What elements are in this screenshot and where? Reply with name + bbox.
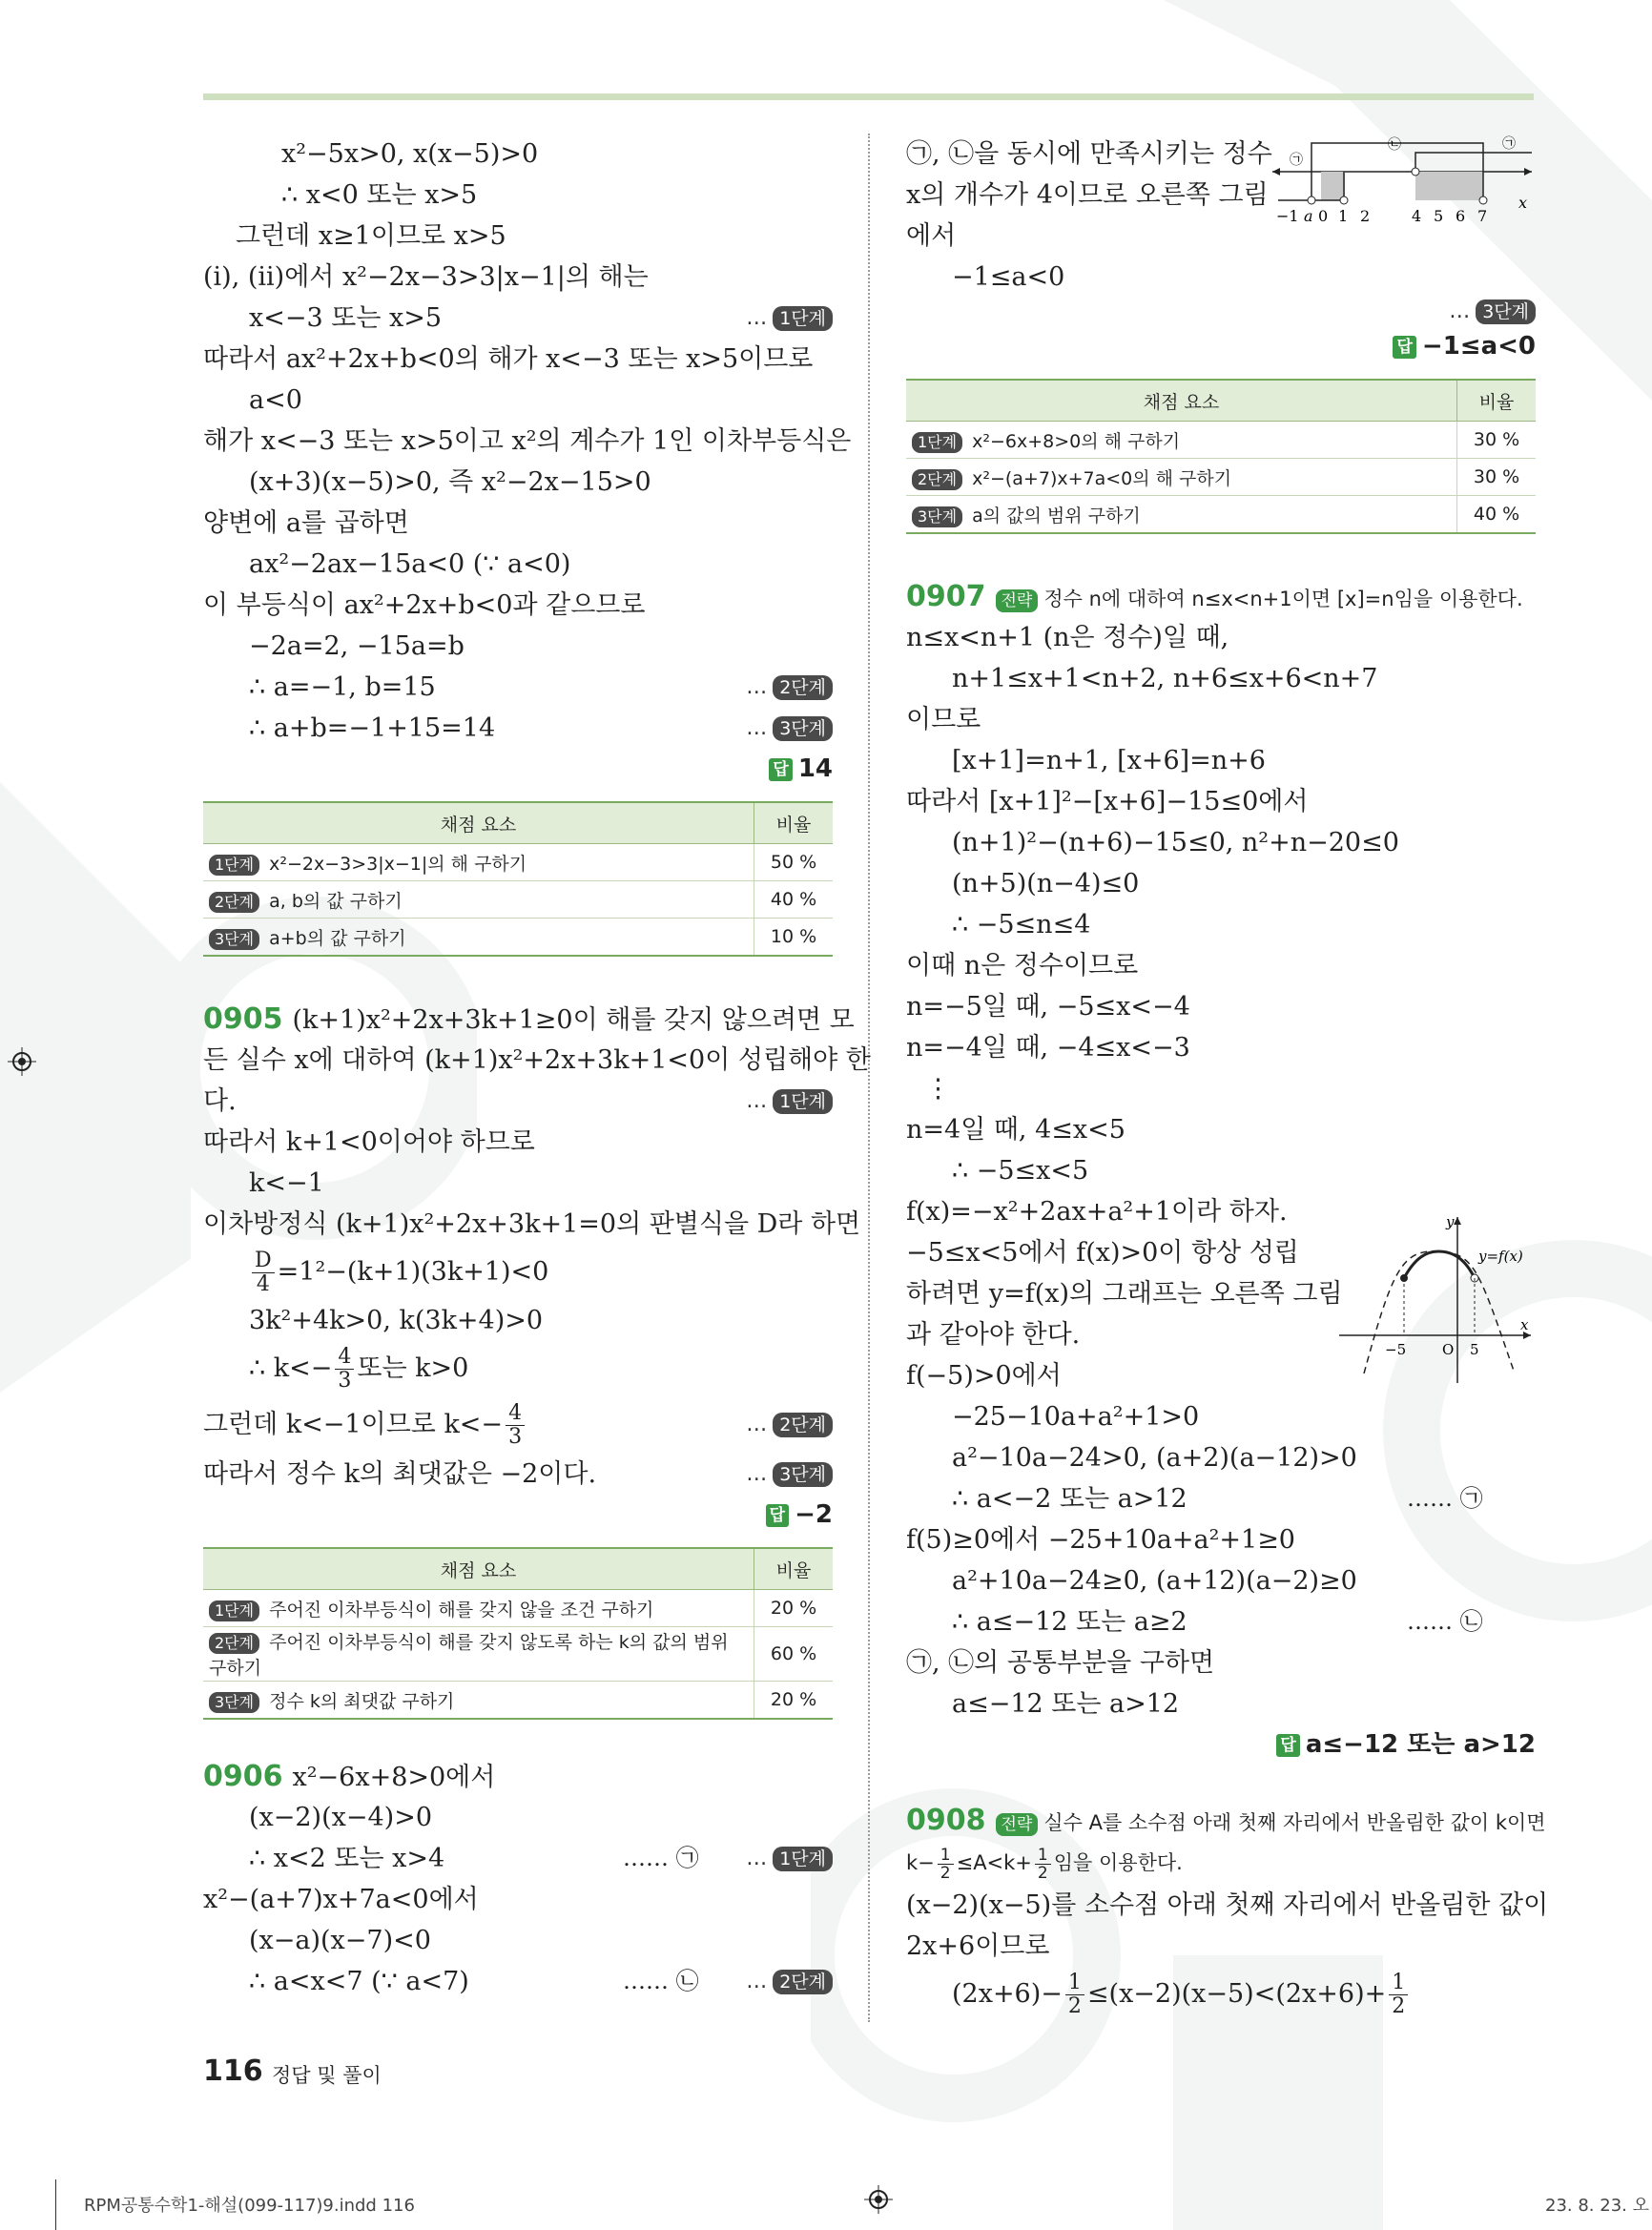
footer-file: RPM공통수학1-해설(099-117)9.indd 116 [84, 2196, 415, 2216]
svg-text:5: 5 [1470, 1341, 1479, 1358]
column-divider [868, 134, 870, 2022]
solution-line: 양변에 a를 곱하면 [203, 508, 409, 538]
table-row: 1단계 x²−6x+8>0의 해 구하기 30 % [906, 422, 1536, 459]
solution-line: 이 부등식이 ax²+2x+b<0과 같으므로 [203, 590, 646, 620]
footer-date: 23. 8. 23. 오 [1545, 2196, 1649, 2216]
parabola-graph [1335, 1211, 1536, 1388]
solution-line: n≤x<n+1 (n은 정수)일 때, [906, 623, 1229, 652]
svg-text:a: a [1304, 207, 1313, 225]
solution-line: a<0 [249, 385, 302, 415]
table-row: 1단계 주어진 이차부등식이 해를 갖지 않을 조건 구하기 20 % [203, 1590, 833, 1627]
problem-0907: 0907 전략 정수 n에 대하여 n≤x<n+1이면 [x]=n임을 이용한다. [906, 580, 1523, 613]
solution-line: ∴ a≤−12 또는 a≥2 …… ㉡ [952, 1607, 1483, 1637]
step-marker: … 1단계 [746, 298, 833, 339]
solution-line: (2x+6)− $\frac{1}{2}$ ≤(x−2)(x−5)<(2x+6)+ $\frac{1}{2}$ [906, 1967, 1536, 2022]
answer: 답 a≤−12 또는 a>12 [906, 1724, 1536, 1765]
solution-line: n=−4일 때, −4≤x<−3 [906, 1033, 1190, 1063]
table-row: 3단계 a의 값의 범위 구하기 40 % [906, 496, 1536, 534]
answer: 답 −2 [203, 1495, 833, 1536]
svg-text:2: 2 [1360, 207, 1371, 225]
fraction: $\frac{1}{2}$ [1065, 1972, 1084, 2018]
solution-line: 이므로 [906, 705, 981, 734]
step-marker: … 3단계 [746, 1454, 833, 1495]
solution-line: 3k²+4k>0, k(3k+4)>0 [249, 1306, 544, 1335]
svg-text:5: 5 [1434, 207, 1444, 225]
solution-line: 든 실수 x에 대하여 (k+1)x²+2x+3k+1<0이 성립해야 한 [203, 1045, 871, 1075]
page-section-title: 정답 및 풀이 [272, 2064, 382, 2087]
solution-line: x²−(a+7)x+7a<0에서 [203, 1885, 479, 1914]
problem-0905: 0905 (k+1)x²+2x+3k+1≥0이 해를 갖지 않으려면 모 [203, 1002, 855, 1036]
solution-line: a²−10a−24>0, (a+2)(a−12)>0 [952, 1443, 1357, 1473]
solution-line: ⋮ [925, 1074, 951, 1104]
solution-line: (x+3)(x−5)>0, 즉 x²−2x−15>0 [249, 467, 651, 497]
table-row: 3단계 a+b의 값 구하기 10 % [203, 919, 833, 957]
solution-line: ∴ x<2 또는 x>4 …… ㉠ … 1단계 [203, 1838, 833, 1879]
solution-line: n+1≤x+1<n+2, n+6≤x+6<n+7 [952, 664, 1378, 693]
svg-text:㉠: ㉠ [1502, 136, 1516, 152]
solution-line: ∴ a<x<7 (∵ a<7) …… ㉡ … 2단계 [203, 1961, 833, 2002]
solution-line: (i), (ii)에서 x²−2x−3>3|x−1|의 해는 [203, 262, 649, 292]
solution-line: 과 같아야 한다. [906, 1320, 1081, 1350]
svg-text:㉠: ㉠ [1290, 153, 1303, 168]
solution-line: (x−2)(x−4)>0 [249, 1803, 432, 1832]
solution-line: x<−3 또는 x>5 … 1단계 [203, 298, 833, 339]
solution-line: a²+10a−24≥0, (a+12)(a−2)≥0 [952, 1566, 1357, 1596]
solution-line: a≤−12 또는 a>12 [952, 1689, 1180, 1719]
solution-line: ㉠, ㉡의 공통부분을 구하면 [906, 1648, 1215, 1678]
grading-table: 채점 요소 비율 1단계 주어진 이차부등식이 해를 갖지 않을 조건 구하기 20 % 2단계 주어진 이차부등식이 해를 갖지 않도록 하는 k의 값의 범위 구하기 60 % 3단계 정수 k의 최댓값 구하기 20 % [203, 1547, 833, 1720]
solution-line: −25−10a+a²+1>0 [952, 1402, 1200, 1432]
solution-line: ∴ a=−1, b=15 … 2단계 [203, 667, 833, 708]
svg-text:y: y [1446, 1213, 1455, 1230]
answer: 답 −1≤a<0 [906, 326, 1536, 367]
table-row: 2단계 x²−(a+7)x+7a<0의 해 구하기 30 % [906, 459, 1536, 496]
right-column [906, 134, 1549, 2022]
svg-text:O: O [1442, 1341, 1455, 1358]
solution-line: 이차방정식 (k+1)x²+2x+3k+1=0의 판별식을 D라 하면 [203, 1209, 861, 1239]
svg-text:6: 6 [1456, 207, 1466, 225]
left-column [203, 134, 871, 2002]
solution-line: x의 개수가 4이므로 오른쪽 그림 [906, 180, 1269, 210]
problem-0906: 0906 x²−6x+8>0에서 [203, 1760, 496, 1793]
solution-line: f(5)≥0에서 −25+10a+a²+1≥0 [906, 1525, 1295, 1555]
solution-line: 하려면 y=f(x)의 그래프는 오른쪽 그림 [906, 1279, 1343, 1309]
step-marker: … 2단계 [746, 1961, 833, 2002]
svg-text:0: 0 [1318, 207, 1329, 225]
svg-text:y=f(x): y=f(x) [1478, 1248, 1523, 1265]
grading-table: 채점 요소 비율 1단계 x²−6x+8>0의 해 구하기 30 % 2단계 x²−(a+7)x+7a<0의 해 구하기 30 % 3단계 a의 값의 범위 구하기 40 % [906, 379, 1536, 534]
solution-line: 이때 n은 정수이므로 [906, 951, 1139, 981]
problem-0908: 0908 전략 실수 A를 소수점 아래 첫째 자리에서 반올림한 값이 k이면 [906, 1804, 1546, 1837]
crop-mark [55, 2179, 56, 2230]
grading-table: 채점 요소 비율 1단계 x²−2x−3>3|x−1|의 해 구하기 50 % 2단계 a, b의 값 구하기 40 % 3단계 a+b의 값 구하기 10 % [203, 801, 833, 957]
solution-line: 다. … 1단계 [203, 1081, 833, 1122]
solution-line: 따라서 k+1<0이어야 하므로 [203, 1127, 535, 1157]
fraction: $\frac{D}{4}$ [252, 1249, 275, 1296]
solution-line: ∴ x<0 또는 x>5 [281, 180, 478, 210]
step-marker: … 3단계 [1449, 298, 1536, 326]
table-row: 2단계 주어진 이차부등식이 해를 갖지 않도록 하는 k의 값의 범위 구하기 60 % [203, 1627, 833, 1682]
table-row: 3단계 정수 k의 최댓값 구하기 20 % [203, 1682, 833, 1720]
table-row: 2단계 a, b의 값 구하기 40 % [203, 881, 833, 919]
solution-line: (n+5)(n−4)≤0 [952, 869, 1140, 898]
solution-line: n=4일 때, 4≤x<5 [906, 1115, 1125, 1145]
solution-line: (n+1)²−(n+6)−15≤0, n²+n−20≤0 [952, 828, 1399, 857]
solution-line: [x+1]=n+1, [x+6]=n+6 [952, 746, 1266, 775]
registration-mark-icon [8, 1047, 36, 1076]
svg-text:1: 1 [1338, 207, 1349, 225]
solution-line: ㉠, ㉡을 동시에 만족시키는 정수 [906, 139, 1272, 169]
solution-line: 그런데 x≥1이므로 x>5 [236, 221, 506, 251]
solution-line: 따라서 정수 k의 최댓값은 −2이다. … 3단계 [203, 1454, 833, 1495]
step-line [906, 298, 1536, 326]
solution-line: x²−5x>0, x(x−5)>0 [281, 139, 539, 169]
page-number: 116 [203, 2054, 263, 2088]
solution-line: k<−1 [249, 1168, 324, 1198]
solution-line: −5≤x<5에서 f(x)>0이 항상 성립 [906, 1238, 1299, 1268]
answer: 답 14 [203, 749, 833, 790]
fraction: $\frac{4}{3}$ [506, 1402, 525, 1449]
solution-line: 따라서 ax²+2x+b<0의 해가 x<−3 또는 x>5이므로 [203, 344, 814, 374]
step-marker: … 3단계 [746, 708, 833, 749]
top-rule [203, 93, 1534, 100]
step-marker: … 2단계 [746, 667, 833, 708]
svg-text:7: 7 [1477, 207, 1488, 225]
solution-line: 그런데 k<−1이므로 k<− $\frac{4}{3}$ … 2단계 [203, 1396, 833, 1454]
solution-line: −2a=2, −15a=b [249, 631, 465, 661]
registration-mark-icon [864, 2185, 893, 2214]
svg-text:㉡: ㉡ [1388, 137, 1401, 153]
strategy-line: k− $\frac{1}{2}$ ≤A<k+ $\frac{1}{2}$ 임을 이용한다. [906, 1845, 1183, 1883]
solution-line: ∴ a<−2 또는 a>12 …… ㉠ [952, 1484, 1483, 1514]
table-row: 1단계 x²−2x−3>3|x−1|의 해 구하기 50 % [203, 844, 833, 881]
svg-text:x: x [1520, 1316, 1529, 1333]
step-marker: … 1단계 [746, 1081, 833, 1122]
solution-line: 따라서 [x+1]²−[x+6]−15≤0에서 [906, 787, 1309, 816]
svg-text:−5: −5 [1385, 1341, 1407, 1358]
solution-line: ∴ a+b=−1+15=14 … 3단계 [203, 708, 833, 749]
solution-line: n=−5일 때, −5≤x<−4 [906, 992, 1190, 1022]
solution-line: 에서 [906, 221, 957, 251]
solution-line: ∴ −5≤x<5 [952, 1156, 1089, 1186]
number-line-figure [1269, 134, 1536, 229]
solution-line: 2x+6이므로 [906, 1931, 1050, 1961]
solution-line: (x−2)(x−5)를 소수점 아래 첫째 자리에서 반올림한 값이 [906, 1890, 1549, 1920]
step-marker: … 2단계 [746, 1396, 833, 1454]
solution-line: ax²−2ax−15a<0 (∵ a<0) [249, 549, 571, 579]
fraction: $\frac{4}{3}$ [335, 1346, 354, 1393]
solution-line: ∴ k<− $\frac{4}{3}$ 또는 k>0 [249, 1345, 469, 1393]
solution-line: $\frac{D}{4}$ =1²−(k+1)(3k+1)<0 [203, 1245, 833, 1300]
solution-line: −1≤a<0 [952, 262, 1065, 292]
solution-line: 해가 x<−3 또는 x>5이고 x²의 계수가 1인 이차부등식은 [203, 426, 852, 456]
solution-line: (x−a)(x−7)<0 [249, 1926, 431, 1955]
solution-line: f(x)=−x²+2ax+a²+1이라 하자. [906, 1197, 1288, 1227]
step-marker: … 1단계 [746, 1838, 833, 1879]
solution-line: ∴ −5≤n≤4 [952, 910, 1091, 939]
svg-text:−1: −1 [1276, 207, 1299, 225]
svg-text:4: 4 [1412, 207, 1422, 225]
fraction: $\frac{1}{2}$ [1389, 1972, 1408, 2018]
solution-line: f(−5)>0에서 [906, 1361, 1062, 1391]
svg-text:x: x [1518, 194, 1528, 212]
